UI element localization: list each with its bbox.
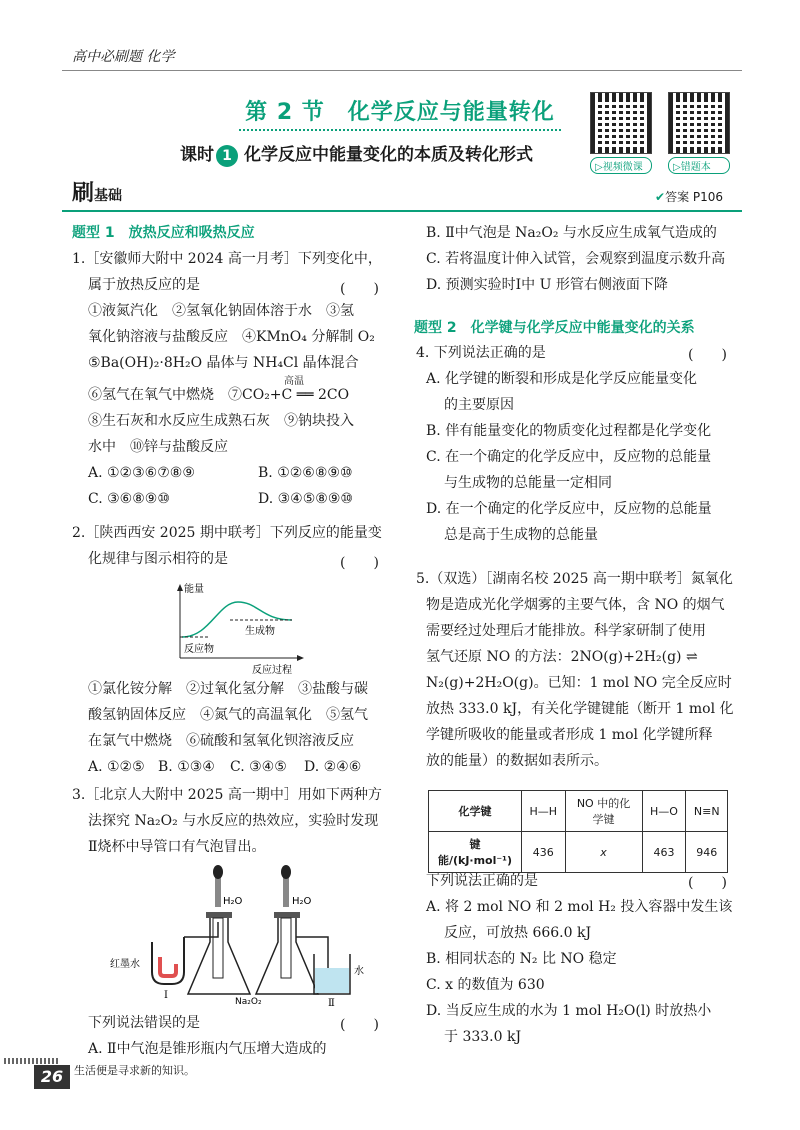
q5-ask: 下列说法正确的是 bbox=[426, 873, 538, 889]
answer-ref-text: 答案 P106 bbox=[665, 190, 724, 204]
question-5 bbox=[416, 566, 746, 774]
top-bar bbox=[62, 210, 742, 212]
q4-option-c-cont: 与生成物的总能量一定相同 bbox=[444, 475, 612, 491]
q4-answer-paren[interactable]: ( ) bbox=[688, 347, 727, 363]
q5-option-a[interactable]: A. 将 2 mol NO 和 2 mol H₂ 投入容器中发生该 bbox=[426, 899, 733, 915]
graph-x-arrow bbox=[297, 655, 304, 661]
q2-line: 2.［陕西西安 2025 期中联考］下列反应的能量变 bbox=[72, 525, 382, 541]
table-header: NO 中的化学键 bbox=[565, 791, 642, 832]
stopper-1 bbox=[206, 912, 232, 918]
table-header: H—H bbox=[522, 791, 566, 832]
q5-line: 氢气还原 NO 的方法：2NO(g)+2H₂(g) ⇌ bbox=[426, 649, 698, 665]
q5-line: 物是造成光化学烟雾的主要气体，含 NO 的烟气 bbox=[426, 597, 725, 613]
q1-option-a[interactable]: A. ①②③⑥⑦⑧⑨ bbox=[88, 465, 195, 481]
q1-condition: 高温 bbox=[284, 376, 304, 387]
qr-video[interactable] bbox=[590, 92, 652, 174]
graph-y-arrow bbox=[177, 584, 183, 591]
table-header: H—O bbox=[642, 791, 686, 832]
label-red-ink: 红墨水 bbox=[110, 959, 140, 970]
lesson-number: 1 bbox=[216, 145, 238, 167]
brand-main: 刷 bbox=[72, 181, 95, 206]
qr-code-icon bbox=[668, 92, 730, 154]
table-header: 化学键 bbox=[429, 791, 522, 832]
stopper-2 bbox=[274, 912, 300, 918]
q1-options-row bbox=[72, 460, 392, 486]
table-header: N≡N bbox=[686, 791, 728, 832]
q1-line: 氧化钠溶液与盐酸反应 ④KMnO₄ 分解制 O₂ bbox=[88, 329, 375, 345]
qr-video-label: ▷视频微课 bbox=[590, 157, 652, 174]
q1-line: ⑧生石灰和水反应生成熟石灰 ⑨钠块投入 bbox=[88, 413, 354, 429]
bond-energy-table bbox=[428, 790, 728, 873]
graph-product-label: 生成物 bbox=[245, 626, 275, 637]
graph-reactant-label: 反应物 bbox=[184, 644, 214, 655]
question-4 bbox=[416, 340, 746, 548]
label-water: 水 bbox=[354, 966, 364, 977]
header-rule bbox=[62, 70, 742, 71]
table-cell: 键能/(kJ·mol⁻¹) bbox=[429, 832, 522, 873]
table-cell: 463 bbox=[642, 832, 686, 873]
q2-items bbox=[72, 676, 392, 780]
q5-option-d[interactable]: D. 当反应生成的水为 1 mol H₂O(l) 时放热小 bbox=[426, 1003, 712, 1019]
lesson-title-text: 化学反应中能量变化的本质及转化形式 bbox=[244, 145, 533, 165]
q1-line bbox=[72, 376, 392, 408]
q5-line: 放热 333.0 kJ，有关化学键键能（断开 1 mol 化 bbox=[426, 701, 734, 717]
q5-line: 5.（双选）［湖南名校 2025 高一期中联考］氮氧化 bbox=[416, 571, 733, 587]
label-one: Ⅰ bbox=[164, 990, 168, 1001]
q3-line: 法探究 Na₂O₂ 与水反应的热效应，实验时发现 bbox=[88, 813, 379, 829]
q5-line: 需要经过处理后才能排放。科学家研制了使用 bbox=[426, 623, 706, 639]
table-header-row bbox=[429, 791, 728, 832]
q5-option-c[interactable]: C. x 的数值为 630 bbox=[426, 977, 545, 993]
q5-line: 放的能量）的数据如表所示。 bbox=[426, 753, 608, 769]
q5-answer-paren[interactable]: ( ) bbox=[688, 875, 727, 891]
table-row bbox=[429, 832, 728, 873]
q1-option-c[interactable]: C. ③⑥⑧⑨⑩ bbox=[88, 491, 170, 507]
q3-option-a[interactable]: A. Ⅱ中气泡是锥形瓶内气压增大造成的 bbox=[88, 1041, 327, 1057]
check-icon: ✔ bbox=[655, 190, 666, 204]
type1-title: 题型 1 放热反应和吸热反应 bbox=[72, 225, 255, 241]
graph-y-label: 能量 bbox=[184, 584, 204, 595]
q2-answer-paren[interactable]: ( ) bbox=[340, 555, 379, 571]
question-3 bbox=[72, 782, 392, 860]
q2-option-d[interactable]: D. ②④⑥ bbox=[304, 759, 362, 775]
graph-x-label: 反应过程 bbox=[252, 665, 292, 675]
red-ink bbox=[160, 957, 176, 976]
label-na2o2: Na₂O₂ bbox=[235, 997, 262, 1007]
label-two: Ⅱ bbox=[328, 998, 335, 1007]
brand-sub: 基础 bbox=[94, 188, 123, 204]
qr-code-icon bbox=[590, 92, 652, 154]
q1-line: ①液氮汽化 ②氢氧化钠固体溶于水 ③氢 bbox=[88, 303, 354, 319]
q5-line: N₂(g)+2H₂O(g)。已知：1 mol NO 完全反应时 bbox=[426, 675, 732, 691]
q2-item-line: 在氯气中燃烧 ⑥硫酸和氢氧化钡溶液反应 bbox=[88, 733, 354, 749]
q3-option-c[interactable]: C. 若将温度计伸入试管，会观察到温度示数升高 bbox=[426, 251, 726, 267]
q2-item-line: ①氯化铵分解 ②过氧化氢分解 ③盐酸与碳 bbox=[88, 681, 368, 697]
label-h2o-1: H₂O bbox=[223, 896, 243, 907]
flask-1 bbox=[188, 917, 250, 994]
beaker-water bbox=[315, 968, 349, 993]
q2-energy-graph bbox=[170, 580, 310, 675]
qr-errors-label: ▷错题本 bbox=[668, 157, 730, 174]
answer-ref bbox=[655, 188, 723, 205]
q4-stem: 4. 下列说法正确的是 bbox=[416, 345, 546, 361]
q3-line: 3.［北京人大附中 2025 高一期中］用如下两种方 bbox=[72, 787, 382, 803]
q2-option-a[interactable]: A. ①②⑤ bbox=[88, 759, 145, 775]
q1-answer-paren[interactable]: ( ) bbox=[340, 281, 379, 297]
q3-continued bbox=[416, 220, 746, 298]
dropper-bulb-2 bbox=[281, 865, 291, 879]
footer-dots bbox=[4, 1058, 60, 1064]
table-cell: x bbox=[565, 832, 642, 873]
q1-line: 1.［安徽师大附中 2024 高一月考］下列变化中， bbox=[72, 251, 382, 267]
q2-options-row bbox=[72, 754, 392, 780]
q3-ask: 下列说法错误的是 bbox=[88, 1015, 200, 1031]
page-number: 26 bbox=[34, 1065, 70, 1089]
footer-motto: 生活便是寻求新的知识。 bbox=[74, 1064, 195, 1077]
q3-line: Ⅱ烧杯中导管口有气泡冒出。 bbox=[88, 839, 266, 855]
label-h2o-2: H₂O bbox=[292, 896, 312, 907]
q5-questions bbox=[416, 868, 746, 1050]
q4-option-a-cont: 的主要原因 bbox=[444, 397, 514, 413]
q5-option-b[interactable]: B. 相同状态的 N₂ 比 NO 稳定 bbox=[426, 951, 617, 967]
lesson-title bbox=[180, 140, 533, 167]
q4-option-d[interactable]: D. 在一个确定的化学反应中，反应物的总能量 bbox=[426, 501, 712, 517]
q3-answer-paren[interactable]: ( ) bbox=[340, 1017, 379, 1033]
q1-line: ⑤Ba(OH)₂·8H₂O 晶体与 NH₄Cl 晶体混合 bbox=[88, 355, 359, 371]
q4-option-d-cont: 总是高于生成物的总能量 bbox=[444, 527, 598, 543]
q5-option-a-cont: 反应，可放热 666.0 kJ bbox=[444, 925, 592, 941]
q4-option-c[interactable]: C. 在一个确定的化学反应中，反应物的总能量 bbox=[426, 449, 712, 465]
type2-title: 题型 2 化学键与化学反应中能量变化的关系 bbox=[414, 320, 695, 336]
running-header: 高中必刷题 化学 bbox=[72, 49, 175, 65]
qr-errors[interactable] bbox=[668, 92, 730, 174]
q5-line: 学键所吸收的能量或者形成 1 mol 化学键所释 bbox=[426, 727, 713, 743]
q3-option-b[interactable]: B. Ⅱ中气泡是 Na₂O₂ 与水反应生成氧气造成的 bbox=[426, 225, 717, 241]
q2-option-b[interactable]: B. ①③④ bbox=[158, 759, 215, 775]
q2-option-c[interactable]: C. ③④⑤ bbox=[230, 759, 287, 775]
q1-line: 水中 ⑩锌与盐酸反应 bbox=[88, 439, 228, 455]
q4-option-a[interactable]: A. 化学键的断裂和形成是化学反应能量变化 bbox=[426, 371, 698, 387]
brand-mark bbox=[72, 176, 122, 207]
flask-2 bbox=[256, 917, 318, 994]
q2-item-line: 酸氢钠固体反应 ④氮气的高温氧化 ⑤氢气 bbox=[88, 707, 368, 723]
lesson-prefix: 课时 bbox=[180, 145, 214, 165]
q5-option-d-cont: 于 333.0 kJ bbox=[444, 1029, 522, 1045]
dropper-bulb-1 bbox=[213, 865, 223, 879]
section-title-text: 第 2 节 化学反应与能量转化 bbox=[239, 100, 561, 131]
q1-line-6: ⑥氢气在氧气中燃烧 ⑦CO₂+C ══ 2CO bbox=[88, 387, 350, 403]
test-tube-2 bbox=[281, 918, 291, 978]
table-cell: 436 bbox=[522, 832, 566, 873]
q3-apparatus bbox=[100, 862, 370, 1007]
table-cell: 946 bbox=[686, 832, 728, 873]
q1-option-b[interactable]: B. ①②⑥⑧⑨⑩ bbox=[258, 465, 353, 481]
q1-option-d[interactable]: D. ③④⑤⑧⑨⑩ bbox=[258, 491, 353, 507]
q1-line: 属于放热反应的是 bbox=[88, 277, 200, 293]
q4-option-b[interactable]: B. 伴有能量变化的物质变化过程都是化学变化 bbox=[426, 423, 712, 439]
q3-option-d[interactable]: D. 预测实验时Ⅰ中 U 形管右侧液面下降 bbox=[426, 277, 668, 293]
q2-line: 化规律与图示相符的是 bbox=[88, 551, 228, 567]
q1-options-row bbox=[72, 486, 392, 512]
